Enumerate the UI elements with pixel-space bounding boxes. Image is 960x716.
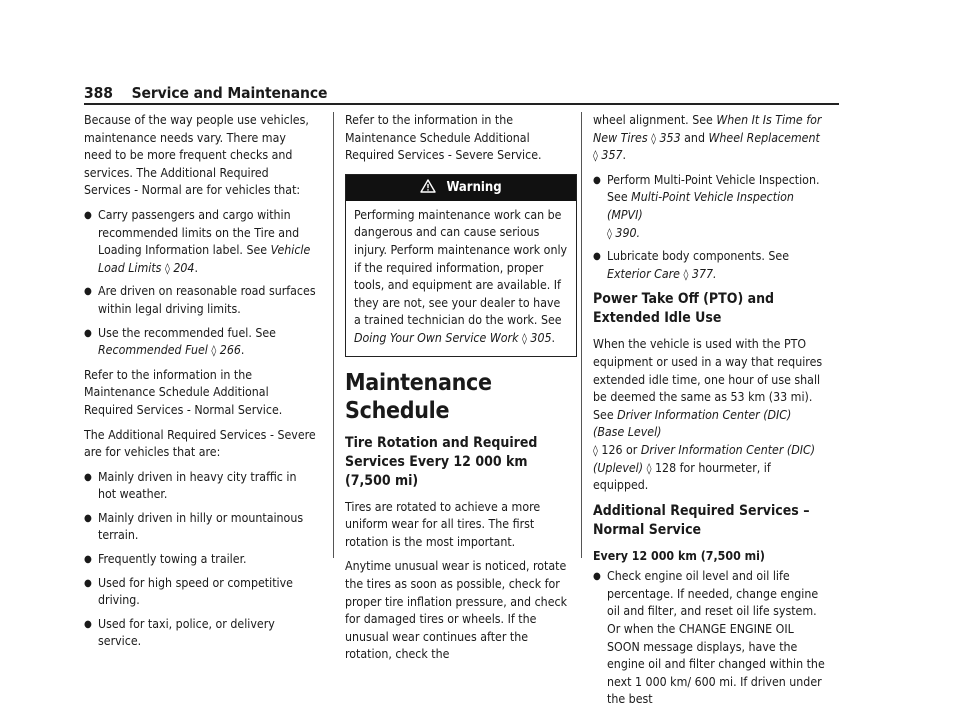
normal-service-list <box>593 568 825 709</box>
bullet-icon: ● <box>593 571 601 583</box>
warning-triangle-icon <box>420 179 436 193</box>
section-title: Maintenance Schedule <box>345 369 492 424</box>
page-ref-icon: ◊ <box>646 461 652 475</box>
column-1 <box>84 112 316 658</box>
unusual-wear-paragraph: Anytime unusual wear is noticed, rotate the tires as soon as possible, check for proper tire inflation pressure, and check for damaged tires or wheels. If the unusual wear continues after the rotation, check the <box>345 559 567 662</box>
bullet-icon: ● <box>84 618 92 630</box>
list-item: ● Used for high speed or competitive driving. <box>84 575 293 608</box>
header-rule <box>84 103 839 105</box>
bullet-icon: ● <box>84 577 92 589</box>
bullet-icon: ● <box>593 251 601 263</box>
list-item: ● Mainly driven in hilly or mountainous terrain. <box>84 510 304 543</box>
list-item: ● Carry passengers and cargo within recommended limits on the Tire and Loading Information label. See Vehicle Load Limits ◊ 204. <box>84 207 311 275</box>
list-item: ● Perform Multi-Point Vehicle Inspection. See Multi-Point Vehicle Inspection (MPVI) ◊ 390. <box>593 172 820 240</box>
bullet-icon: ● <box>84 327 92 339</box>
bullet-icon: ● <box>593 174 601 186</box>
page-ref[interactable]: 390 <box>615 225 637 240</box>
list-item: ● Frequently towing a trailer. <box>84 551 316 569</box>
page-ref-icon: ◊ <box>607 226 612 240</box>
normal-service-title: Additional Required Services – Normal Service <box>593 502 810 538</box>
column-divider-2 <box>581 112 582 558</box>
page-number: 388 <box>84 84 113 102</box>
list-item: ● Mainly driven in heavy city traffic in hot weather. <box>84 469 297 502</box>
list-item: ● Use the recommended fuel. See Recommended Fuel ◊ 266. <box>84 325 276 358</box>
list-item: ● Are driven on reasonable road surfaces within legal driving limits. <box>84 284 316 316</box>
xref-link[interactable]: Doing Your Own Service Work <box>354 330 519 345</box>
page-ref-icon: ◊ <box>651 131 656 145</box>
xref-link[interactable]: Wheel Replacement <box>708 130 820 145</box>
bullet-icon: ● <box>84 554 92 566</box>
severe-conditions-list <box>84 469 316 651</box>
chapter-title: Service and Maintenance <box>131 84 328 102</box>
page-ref[interactable]: 353 <box>659 130 681 145</box>
column-3 <box>593 112 825 716</box>
refer-normal-paragraph: Refer to the information in the Maintenance Schedule Additional Required Services - Normal Service. <box>84 367 283 417</box>
page-ref[interactable]: 305 <box>530 330 552 345</box>
warning-body: Performing maintenance work can be dangerous and can cause serious injury. Perform maintenance work only if the required information, proper tools, and equipment are available. If they are not, see your dealer to have a trained technician do the work. See Doing Your Own Service Work ◊ 305. <box>354 207 568 345</box>
continued-paragraph: wheel alignment. See When It Is Time for New Tires ◊ 353 and Wheel Replacement ◊ 357. <box>593 113 822 163</box>
xref-link[interactable]: Exterior Care <box>607 266 680 281</box>
page-ref-icon: ◊ <box>522 331 527 345</box>
intro-paragraph: Because of the way people use vehicles, maintenance needs vary. There may need to be more frequent checks and services. The Additional Required Services - Normal are for vehicles that: <box>84 113 309 198</box>
pto-paragraph: When the vehicle is used with the PTO equipment or used in a way that requires extended idle time, one hour of use shall be deemed the same as 53 km (33 mi). See Driver Information Center (DIC) (Base Level) ◊ 126 or Driver Information Center (DIC) (Uplevel) ◊ 128 for hourmeter, if equipped. <box>593 337 823 493</box>
warning-title: Warning <box>446 179 502 195</box>
page-ref[interactable]: 128 <box>655 460 677 475</box>
refer-severe-paragraph: Refer to the information in the Maintenance Schedule Additional Required Services - Severe Service. <box>345 113 542 163</box>
rotation-paragraph: Tires are rotated to achieve a more uniform wear for all tires. The first rotation is the most important. <box>345 499 541 549</box>
list-item: ● Used for taxi, police, or delivery service. <box>84 616 275 649</box>
column-divider-1 <box>333 112 334 558</box>
xref-link[interactable]: Recommended Fuel <box>98 343 208 358</box>
xref-link[interactable]: When It Is Time for New Tires <box>593 113 822 145</box>
page-ref-icon: ◊ <box>164 261 170 275</box>
subsection-title: Tire Rotation and Required Services Every 12 000 km (7,500 mi) <box>345 434 538 489</box>
page-ref[interactable]: 126 <box>601 442 623 457</box>
list-item: ● Check engine oil level and oil life percentage. If needed, change engine oil and filter, and reset oil life system. Or when the CHANGE ENGINE OIL SOON message displays, have the engine oil and filter changed within the next 1 000 km/ 600 mi. If driven under the best <box>593 569 825 707</box>
xref-link[interactable]: Driver Information Center (DIC) (Base Level) <box>593 407 792 440</box>
page-ref-icon: ◊ <box>683 267 689 281</box>
bullet-icon: ● <box>84 512 92 524</box>
bullet-icon: ● <box>84 286 92 298</box>
severe-intro-paragraph: The Additional Required Services - Severe are for vehicles that are: <box>84 427 316 460</box>
xref-link[interactable]: Vehicle Load Limits <box>98 243 311 275</box>
page-ref-icon: ◊ <box>211 344 217 358</box>
bullet-icon: ● <box>84 471 92 483</box>
column-2 <box>345 112 577 671</box>
page-ref[interactable]: 204 <box>173 260 195 275</box>
xref-link[interactable]: Multi-Point Vehicle Inspection (MPVI) <box>607 190 794 222</box>
page-ref[interactable]: 266 <box>219 343 241 358</box>
page-ref-icon: ◊ <box>593 149 598 163</box>
page-ref[interactable]: 357 <box>601 148 623 163</box>
page-ref[interactable]: 377 <box>691 266 714 281</box>
warning-box <box>345 174 577 357</box>
warning-header <box>346 175 576 201</box>
interval-title: Every 12 000 km (7,500 mi) <box>593 548 765 563</box>
page-ref-icon: ◊ <box>593 443 598 457</box>
pto-title: Power Take Off (PTO) and Extended Idle Use <box>593 291 775 327</box>
bullet-icon: ● <box>84 209 92 221</box>
list-item: ● Lubricate body components. See Exterior Care ◊ 377. <box>593 249 790 281</box>
xref-link[interactable]: Driver Information Center (DIC) (Uplevel) <box>593 442 816 475</box>
inspection-list <box>593 172 825 284</box>
normal-conditions-list <box>84 207 316 360</box>
page-header <box>84 84 327 102</box>
